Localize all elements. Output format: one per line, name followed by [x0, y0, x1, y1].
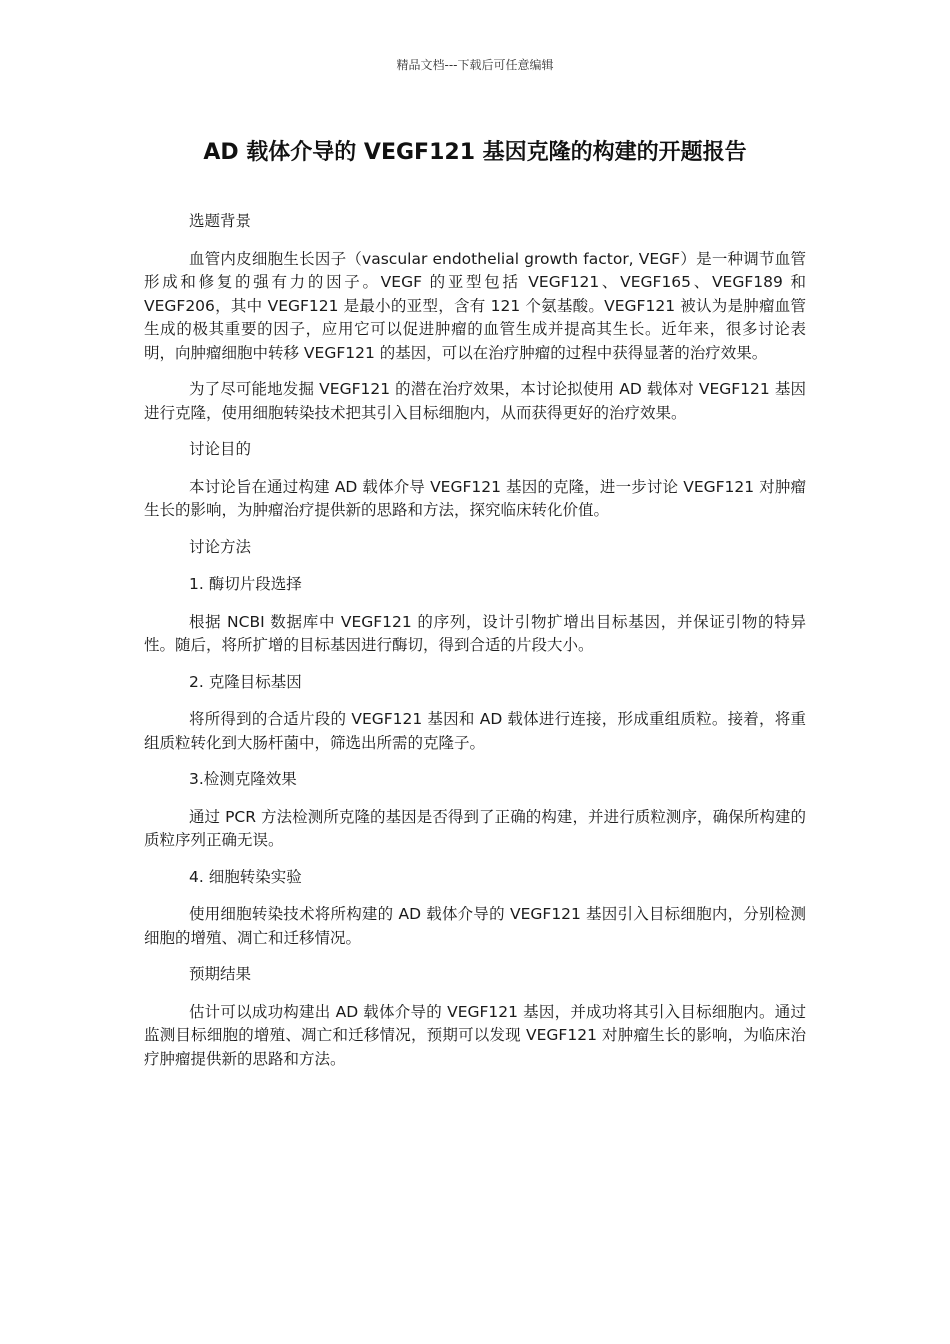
purpose-paragraph: 本讨论旨在通过构建 AD 载体介导 VEGF121 基因的克隆，进一步讨论 VEGF121 对肿瘤生长的影响，为肿瘤治疗提供新的思路和方法，探究临床转化价值。 — [144, 477, 806, 519]
document-body — [144, 210, 806, 1084]
background-paragraph-1: 血管内皮细胞生长因子（vascular endothelial growth factor, VEGF）是一种调节血管形成和修复的强有力的因子。VEGF 的亚型包括 VEGF121、VEGF165、VEGF189 和 VEGF206，其中 VEGF121 是最小的亚型，含有 121 个氨基酸。VEGF121 被认为是肿瘤血管生成的极其重要的因子，应用它可以促进肿瘤的血管生成并提高其生长。近年来，很多讨论表明，向肿瘤细胞中转移 VEGF121 的基因，可以在治疗肿瘤的过程中获得显著的治疗效果。 — [144, 249, 806, 362]
section-heading-background: 选题背景 — [189, 212, 252, 230]
page-header-note: 精品文档---下载后可任意编辑 — [396, 58, 554, 72]
document-title: AD 载体介导的 VEGF121 基因克隆的构建的开题报告 — [203, 140, 747, 165]
method-step-2-text: 将所得到的合适片段的 VEGF121 基因和 AD 载体进行连接，形成重组质粒。接着，将重组质粒转化到大肠杆菌中，筛选出所需的克隆子。 — [144, 710, 806, 752]
method-step-1-text: 根据 NCBI 数据库中 VEGF121 的序列，设计引物扩增出目标基因，并保证引物的特异性。随后，将所扩增的目标基因进行酶切，得到合适的片段大小。 — [144, 612, 806, 654]
method-step-1-heading: 1. 酶切片段选择 — [189, 575, 302, 593]
method-step-4-text: 使用细胞转染技术将所构建的 AD 载体介导的 VEGF121 基因引入目标细胞内，分别检测细胞的增殖、凋亡和迁移情况。 — [144, 905, 806, 947]
method-step-3-heading: 3.检测克隆效果 — [189, 770, 297, 788]
method-step-4-heading: 4. 细胞转染实验 — [189, 867, 302, 886]
section-heading-method: 讨论方法 — [189, 537, 252, 556]
section-heading-expected-results: 预期结果 — [189, 965, 252, 983]
method-step-2-heading: 2. 克隆目标基因 — [189, 672, 302, 691]
background-paragraph-2: 为了尽可能地发掘 VEGF121 的潜在治疗效果，本讨论拟使用 AD 载体对 VEGF121 基因进行克隆，使用细胞转染技术把其引入目标细胞内，从而获得更好的治疗效果。 — [144, 380, 806, 422]
section-heading-purpose: 讨论目的 — [189, 440, 252, 458]
method-step-3-text: 通过 PCR 方法检测所克隆的基因是否得到了正确的构建，并进行质粒测序，确保所构建的质粒序列正确无误。 — [144, 807, 806, 849]
expected-results-paragraph: 估计可以成功构建出 AD 载体介导的 VEGF121 基因，并成功将其引入目标细胞内。通过监测目标细胞的增殖、凋亡和迁移情况，预期可以发现 VEGF121 对肿瘤生长的影响，为临床治疗肿瘤提供新的思路和方法。 — [144, 1002, 806, 1068]
